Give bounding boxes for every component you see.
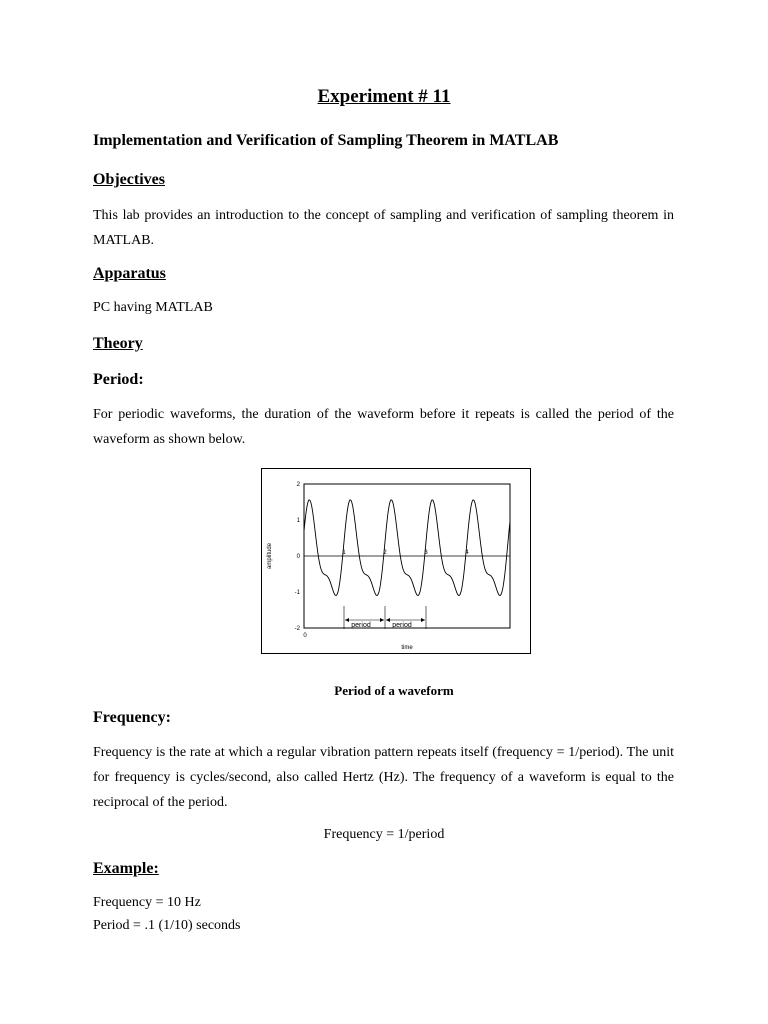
waveform-figure <box>261 468 531 654</box>
period-markers <box>344 606 426 629</box>
x-tick-label: 1 <box>342 550 346 556</box>
apparatus-heading: Apparatus <box>93 265 166 282</box>
x-axis-label: time <box>401 645 413 651</box>
y-tick-labels <box>295 482 301 632</box>
figure-caption: Period of a waveform <box>334 683 454 698</box>
arrow-head <box>386 618 390 622</box>
arrow-head <box>421 618 425 622</box>
period-text: For periodic waveforms, the duration of the waveform before it repeats is called the period of the waveform as shown below. <box>93 407 674 447</box>
document-title: Experiment # 11 <box>317 86 451 107</box>
period-label: period <box>351 622 371 629</box>
frequency-formula: Frequency = 1/period <box>323 827 445 842</box>
y-tick-label: -1 <box>294 590 300 596</box>
example-heading: Example: <box>93 860 159 877</box>
document-subtitle: Implementation and Verification of Sampling Theorem in MATLAB <box>93 132 559 149</box>
theory-heading: Theory <box>93 335 143 352</box>
frequency-heading: Frequency: <box>93 709 171 726</box>
frequency-text: Frequency is the rate at which a regular vibration pattern repeats itself (frequency = 1/period). The unit for frequency is cycles/second, also called Hertz (Hz). The frequency of a waveform is equal to the reciprocal of the period. <box>93 745 674 810</box>
y-tick-label: -2 <box>294 626 300 632</box>
waveform-line <box>304 500 510 596</box>
arrow-head <box>345 618 349 622</box>
y-tick-label: 1 <box>296 518 300 524</box>
y-axis-label: amplitude <box>267 542 273 570</box>
objectives-text: This lab provides an introduction to the concept of sampling and verification of sampling theorem in MATLAB. <box>93 208 674 248</box>
x-tick-label: 0 <box>303 633 307 639</box>
period-label: period <box>392 622 412 629</box>
example-line-2: Period = .1 (1/10) seconds <box>93 918 241 933</box>
y-tick-label: 2 <box>296 482 300 488</box>
arrow-head <box>380 618 384 622</box>
apparatus-text: PC having MATLAB <box>93 300 213 315</box>
y-tick-label: 0 <box>296 554 300 560</box>
x-tick-label: 2 <box>383 550 387 556</box>
objectives-heading: Objectives <box>93 171 165 188</box>
x-tick-label: 3 <box>424 550 428 556</box>
x-tick-labels <box>303 550 469 639</box>
x-tick-label: 4 <box>465 550 469 556</box>
waveform-plot <box>262 469 530 653</box>
period-heading: Period: <box>93 371 144 388</box>
example-line-1: Frequency = 10 Hz <box>93 895 201 910</box>
